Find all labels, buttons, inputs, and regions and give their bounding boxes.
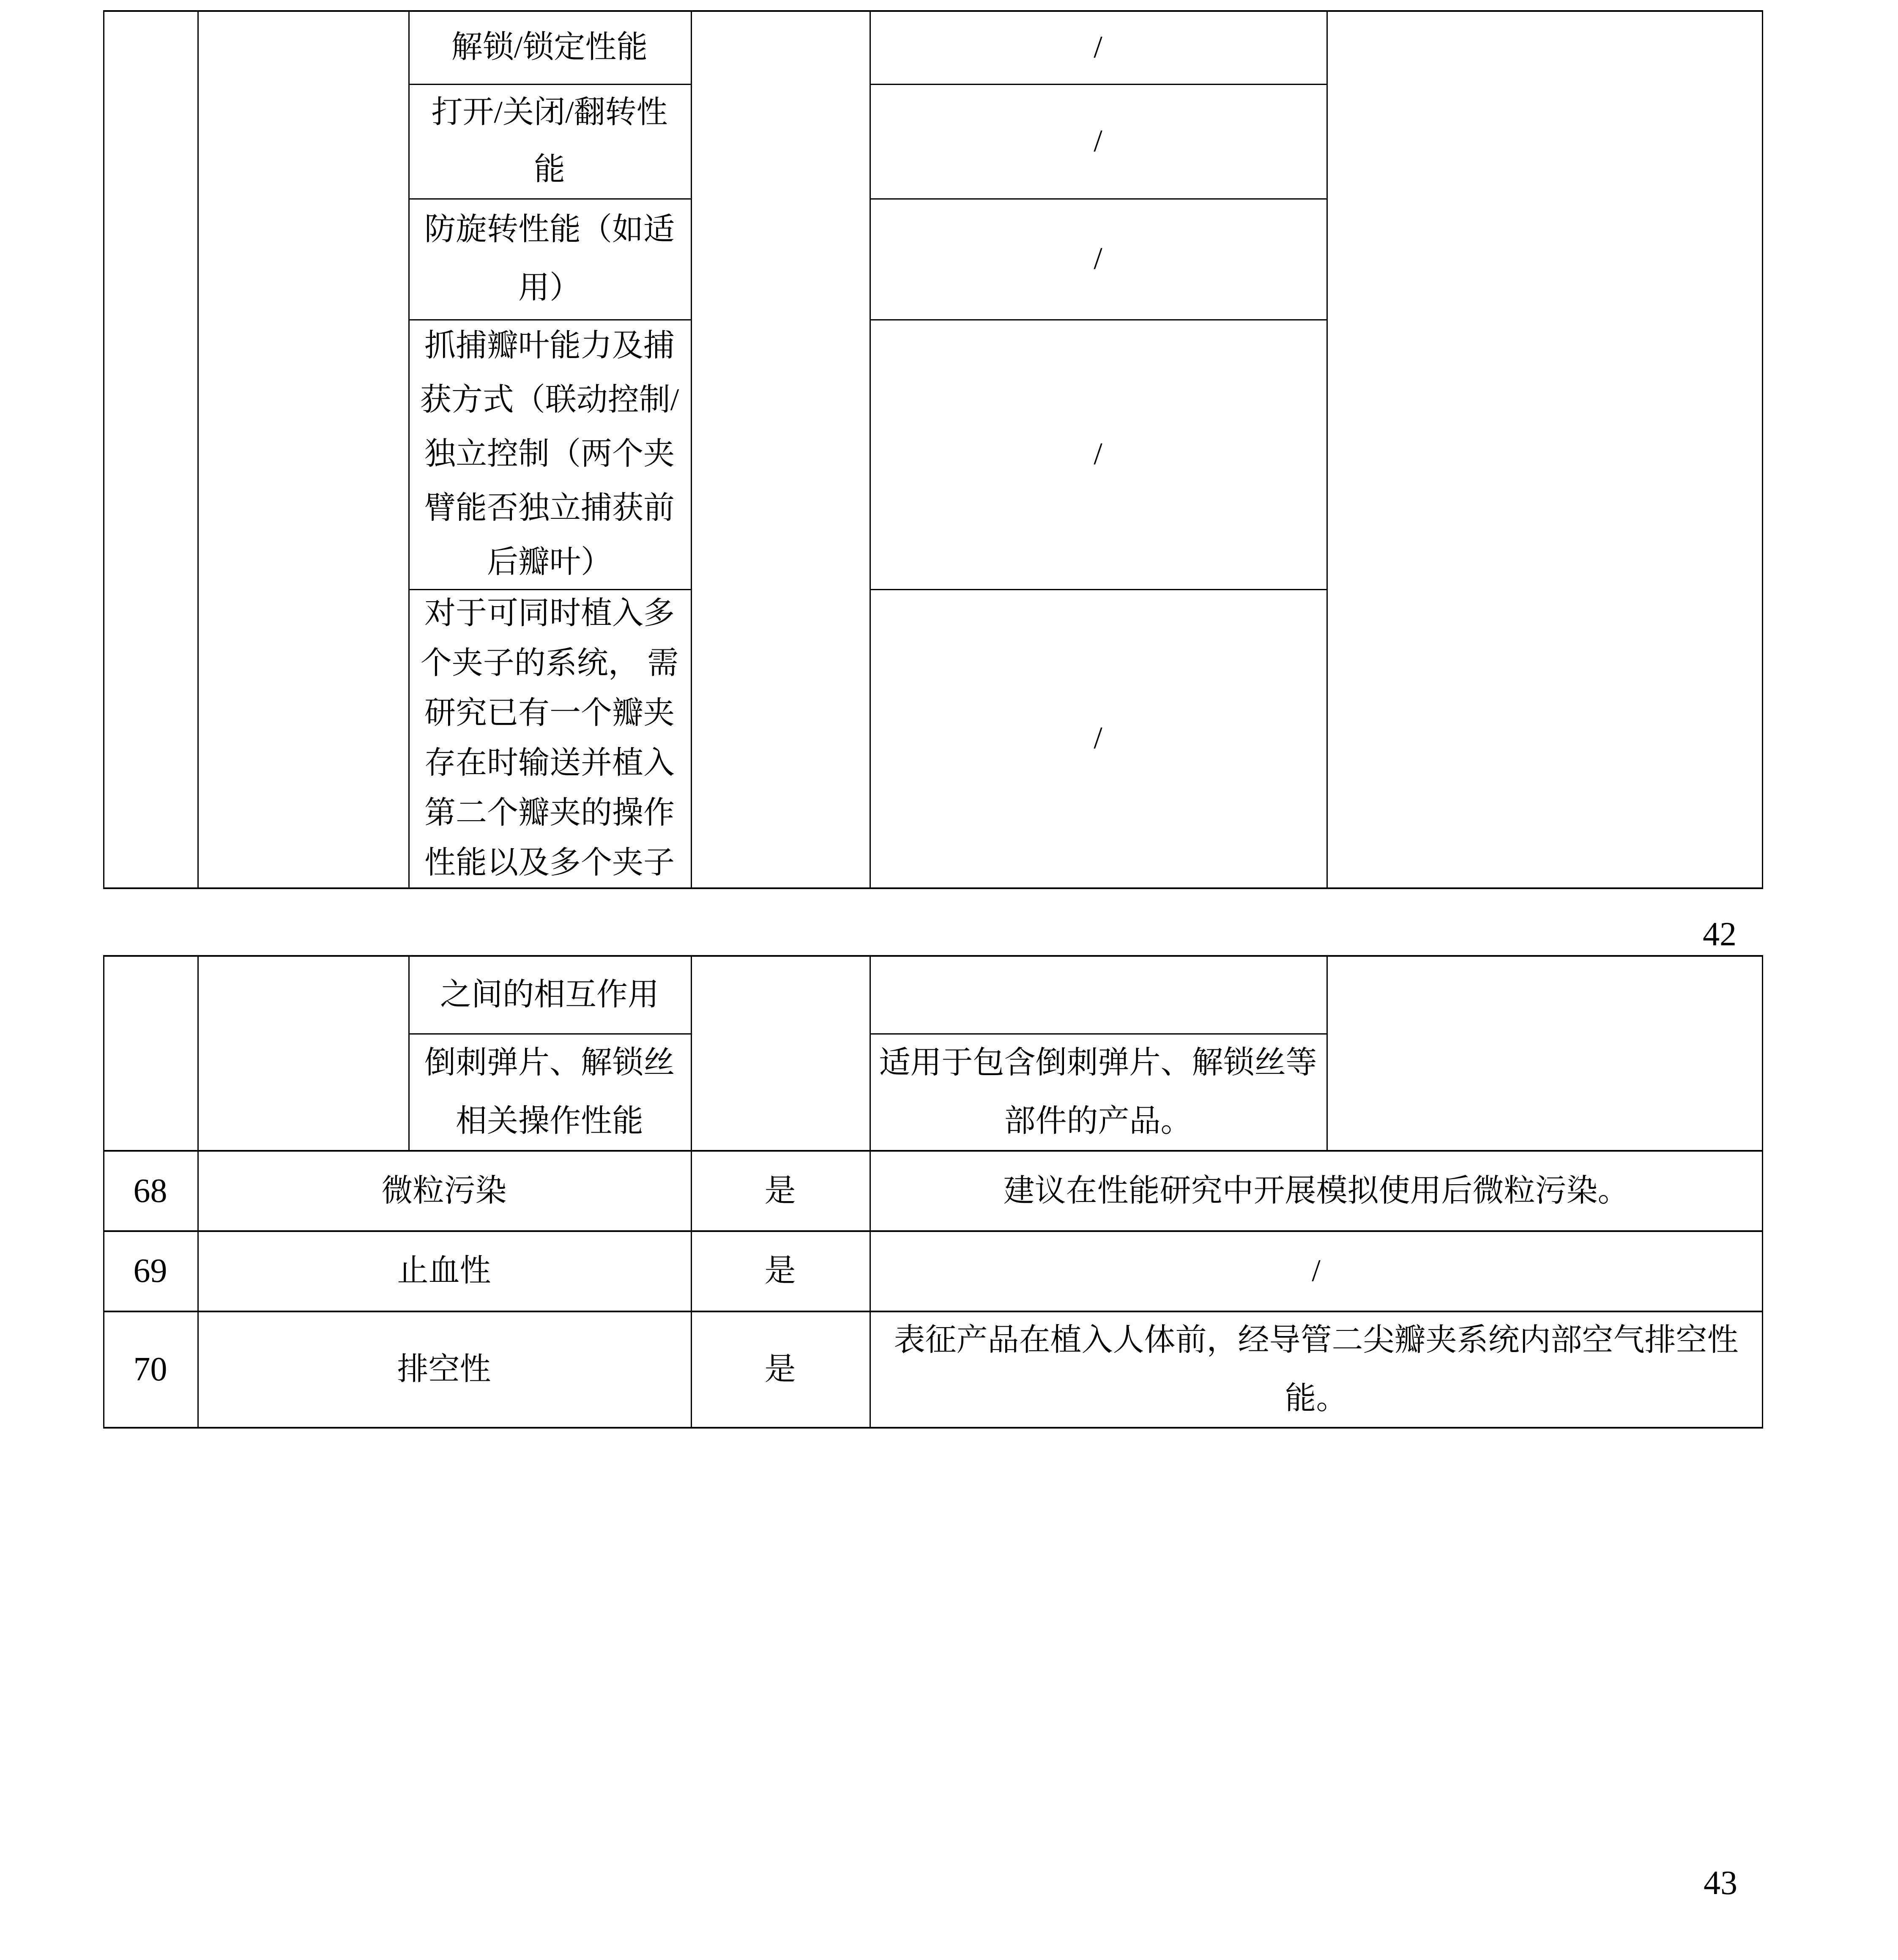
t2-row70-applicable-cell: 是 — [764, 1352, 796, 1387]
text-line: 对于可同时植入多 — [424, 596, 675, 631]
t1-row3-remark-cell — [870, 198, 1326, 319]
t2-cont1-item-cell — [408, 956, 691, 1033]
text-line: 防旋转性能（如适 — [424, 212, 675, 247]
text-line: 第二个瓣夹的操作 — [424, 796, 675, 830]
grid-line — [1326, 10, 1328, 889]
page-number-43: 43 — [1704, 1864, 1737, 1902]
text-line: / — [1094, 30, 1102, 65]
grid-line — [103, 955, 1763, 957]
text-line: 后瓣叶） — [487, 545, 612, 580]
t2-row70-item-cell: 排空性 — [397, 1352, 491, 1387]
t1-row4-remark-cell — [870, 319, 1326, 589]
text-line: 能 — [534, 152, 565, 187]
text-line: 表征产品在植入人体前，经导管二尖瓣夹系统内部空气排空性 — [894, 1322, 1739, 1358]
t1-row1-remark-cell — [870, 11, 1326, 84]
text-line: 能。 — [1285, 1381, 1348, 1416]
t1-row2-remark-cell — [870, 84, 1326, 198]
t2-cont2-item-cell — [408, 1034, 691, 1150]
grid-line — [103, 887, 1763, 889]
grid-line — [691, 10, 692, 889]
t2-row69-item-cell: 止血性 — [397, 1254, 491, 1288]
text-line: / — [1094, 437, 1102, 471]
text-line: / — [1094, 241, 1102, 276]
t1-row3-item-cell — [408, 198, 691, 319]
text-line: 部件的产品。 — [1004, 1104, 1192, 1139]
t2-row69-no-cell: 69 — [133, 1252, 167, 1289]
t2-row68-no-cell: 68 — [133, 1172, 167, 1210]
text-line: 建议在性能研究中开展模拟使用后微粒污染。 — [1003, 1174, 1629, 1208]
t2-row68-remark-cell — [870, 1152, 1763, 1230]
grid-line — [1762, 10, 1763, 889]
t1-row1-item-cell — [408, 11, 691, 84]
grid-line — [103, 10, 104, 889]
t2-row68-applicable-cell: 是 — [764, 1174, 796, 1208]
text-line: 用） — [518, 271, 581, 305]
t1-row5-remark-cell — [870, 589, 1326, 887]
text-line: 倒刺弹片、解锁丝 — [424, 1046, 675, 1080]
text-line: 个夹子的系统， 需 — [420, 646, 679, 681]
text-line: 适用于包含倒刺弹片、解锁丝等 — [879, 1046, 1317, 1080]
text-line: 抓捕瓣叶能力及捕 — [424, 328, 675, 363]
t1-row5-item-cell — [408, 589, 691, 887]
text-line: 研究已有一个瓣夹 — [424, 696, 675, 731]
t2-row69-remark-cell — [870, 1231, 1763, 1311]
t2-cont2-remark-cell — [870, 1034, 1326, 1150]
t1-row2-item-cell — [408, 84, 691, 198]
t2-row68-item-cell: 微粒污染 — [381, 1174, 507, 1208]
text-line: 臂能否独立捕获前 — [424, 491, 675, 526]
grid-line — [1326, 955, 1328, 1151]
text-line: 相关操作性能 — [456, 1104, 643, 1139]
text-line: / — [1094, 123, 1102, 159]
t1-row4-item-cell — [408, 319, 691, 589]
t2-row69-applicable-cell: 是 — [764, 1254, 796, 1288]
text-line: 独立控制（两个夹 — [424, 437, 675, 471]
text-line: 解锁/锁定性能 — [451, 30, 648, 65]
t2-row70-no-cell: 70 — [133, 1350, 167, 1388]
grid-line — [103, 1427, 1763, 1429]
text-line: / — [1094, 721, 1102, 756]
text-line: 打开/关闭/翻转性 — [431, 95, 668, 130]
grid-line — [197, 10, 199, 889]
text-line: / — [1312, 1254, 1321, 1288]
text-line: 获方式（联动控制/ — [420, 383, 679, 417]
text-line: 存在时输送并植入 — [424, 746, 675, 780]
text-line: 之间的相互作用 — [440, 977, 659, 1012]
text-line: 性能以及多个夹子 — [424, 846, 675, 880]
t2-row70-remark-cell — [870, 1311, 1763, 1427]
page-number-42: 42 — [1703, 916, 1737, 953]
